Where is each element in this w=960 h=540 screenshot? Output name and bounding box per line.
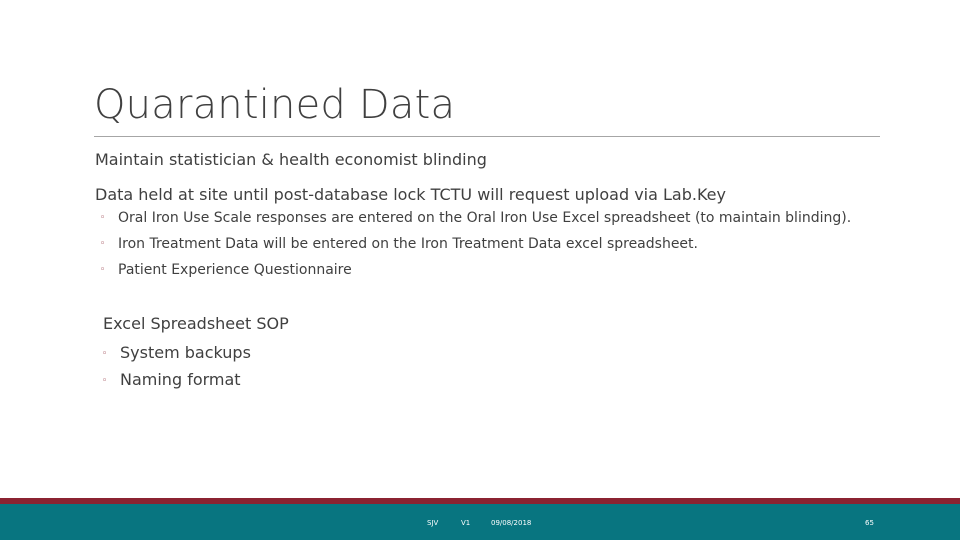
bullet-icon: ◦ <box>100 213 106 223</box>
footer-author: SJV <box>427 519 439 527</box>
sub-bullet-text: Oral Iron Use Scale responses are entered on the Oral Iron Use Excel spreadsheet (to maintain blinding). <box>118 210 852 226</box>
sub-bullet-patient-experience <box>100 262 352 278</box>
sub-bullet-text: Patient Experience Questionnaire <box>118 262 352 278</box>
paragraph-blinding: Maintain statistician & health economist blinding <box>95 150 487 169</box>
bullet-icon: ◦ <box>102 349 108 359</box>
title-divider <box>94 136 880 137</box>
sop-item-backups <box>102 343 251 362</box>
sop-heading: Excel Spreadsheet SOP <box>103 314 289 333</box>
paragraph-data-held: Data held at site until post-database lock TCTU will request upload via Lab.Key <box>95 185 726 204</box>
footer-page-number: 65 <box>865 519 874 527</box>
sub-bullet-text: Iron Treatment Data will be entered on the Iron Treatment Data excel spreadsheet. <box>118 236 698 252</box>
footer-version: V1 <box>461 519 471 527</box>
slide-title: Quarantined Data <box>94 82 456 128</box>
footer-date: 09/08/2018 <box>491 519 532 527</box>
bullet-icon: ◦ <box>100 239 106 249</box>
sop-item-naming <box>102 370 241 389</box>
footer-bar <box>0 504 960 540</box>
sop-item-text: Naming format <box>120 370 241 389</box>
sub-bullet-oral-iron <box>100 210 851 226</box>
bullet-icon: ◦ <box>100 265 106 275</box>
bullet-icon: ◦ <box>102 376 108 386</box>
sub-bullet-iron-treatment <box>100 236 698 252</box>
sop-item-text: System backups <box>120 343 251 362</box>
